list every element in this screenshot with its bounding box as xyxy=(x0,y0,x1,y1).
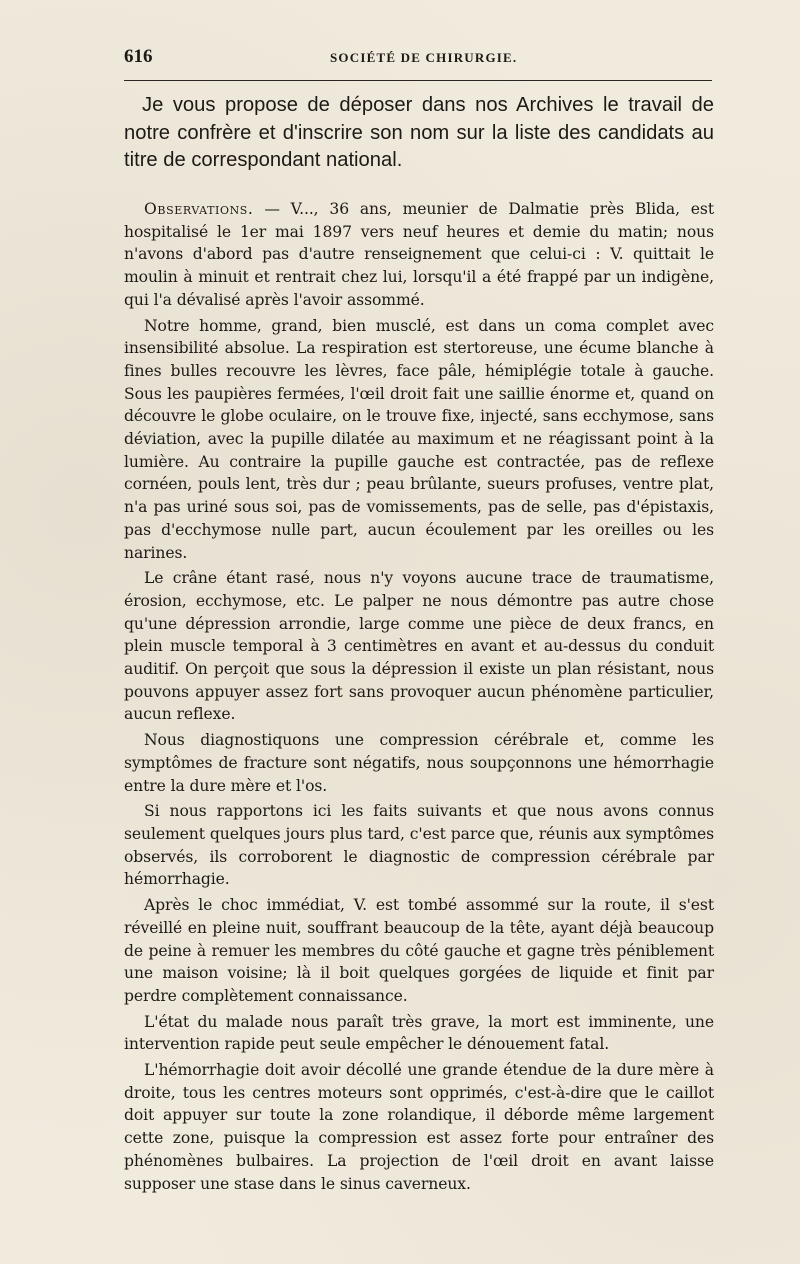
observation-paragraph: Notre homme, grand, bien musclé, est dans un coma complet avec insensibilité absolue. La respiration est stertoreuse, une écume blanche à fines bulles recouvre les lèvres, face pâle, hémiplégie totale à gauche. Sous les paupières fermées, l'œil droit fait une saillie énorme et, quand on découvre le globe oculaire, on le trouve fixe, injecté, sans ecchymose, sans déviation, avec la pupille dilatée au maximum et ne réagissant point à la lumière. Au contraire la pupille gauche est contractée, pas de reflexe cornéen, pouls lent, très dur ; peau brûlante, sueurs profuses, ventre plat, n'a pas uriné sous soi, pas de vomissements, pas de selle, pas d'épistaxis, pas d'ecchymose nulle part, aucun écoulement par les oreilles ou les narines. xyxy=(124,316,714,562)
observation-paragraph: Le crâne étant rasé, nous n'y voyons aucune trace de traumatisme, érosion, ecchymose, etc. Le palper ne nous démontre pas autre chose qu'une dépression arrondie, large comme une pièce de deux francs, en plein muscle temporal à 3 centimètres en avant et au-dessus du conduit auditif. On perçoit que sous la dépression il existe un plan résistant, nous pouvons appuyer assez fort sans provoquer aucun phénomène particulier, aucun reflexe. xyxy=(124,569,714,724)
observations-section xyxy=(124,198,714,1198)
observations-first-paragraph xyxy=(124,198,714,312)
observation-paragraph: L'état du malade nous paraît très grave, la mort est imminente, une intervention rapide peut seule empêcher le dénouement fatal. xyxy=(124,1012,714,1054)
running-head: SOCIÉTÉ DE CHIRURGIE. xyxy=(330,50,518,65)
observation-paragraph: Nous diagnostiquons une compression cérébrale et, comme les symptômes de fracture sont négatifs, nous soupçonnons une hémorrhagie entre la dure mère et l'os. xyxy=(124,731,714,795)
observations-label: Observations. xyxy=(144,200,254,218)
page-header xyxy=(124,44,712,76)
observation-paragraph: Après le choc immédiat, V. est tombé assommé sur la route, il s'est réveillé en pleine nuit, souffrant beaucoup de la tête, ayant déjà beaucoup de peine à remuer les membres du côté gauche et gagne très péniblement une maison voisine; là il boit quelques gorgées de liquide et finit par perdre complètement connaissance. xyxy=(124,896,714,1005)
page-number: 616 xyxy=(124,46,153,67)
intro-paragraph: Je vous propose de déposer dans nos Archives le travail de notre confrère et d'inscrire son nom sur la liste des candidats au titre de correspondant national. xyxy=(124,94,714,171)
observations-first-text: — V..., 36 ans, meunier de Dalmatie près Blida, est hospitalisé le 1er mai 1897 vers neuf heures et demie du matin; nous n'avons d'abord pas d'autre renseignement que celui-ci : V. quittait le moulin à minuit et rentrait chez lui, lorsqu'il a été frappé par un indigène, qui l'a dévalisé après l'avoir assommé. xyxy=(124,200,714,309)
observation-paragraph: L'hémorrhagie doit avoir décollé une grande étendue de la dure mère à droite, tous les centres moteurs sont opprimés, c'est-à-dire que le caillot doit appuyer sur toute la zone rolandique, il déborde même largement cette zone, puisque la compression est assez forte pour entraîner des phénomènes bulbaires. La projection de l'œil droit en avant laisse supposer une stase dans le sinus caverneux. xyxy=(124,1061,714,1193)
intro-section xyxy=(124,92,714,175)
header-rule xyxy=(124,80,712,81)
observation-paragraph: Si nous rapportons ici les faits suivants et que nous avons connus seulement quelques jours plus tard, c'est parce que, réunis aux symptômes observés, ils corroborent le diagnostic de compression cérébrale par hémorrhagie. xyxy=(124,802,714,889)
